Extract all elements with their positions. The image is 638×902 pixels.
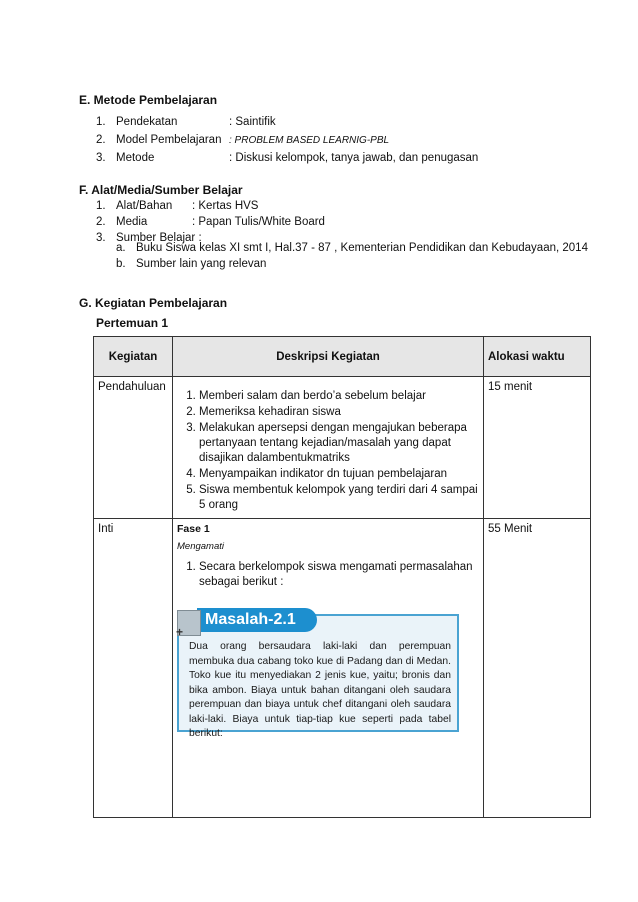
- gear-icon: [177, 610, 201, 636]
- problem-box-text: Dua orang bersaudara laki-laki dan perempuan membuka dua cabang toko kue di Padang dan di Medan. Toko kue itu menyediakan 2 jenis kue, yaitu; bronis dan bika ambon. Biaya untuk bahan ditangani oleh saudara perempuan dan biaya untuk chef ditangani oleh saudara laki-laki. Biaya untuk tiap-tiap kue seperti pada tabel berikut:: [189, 641, 451, 739]
- method-label: Metode: [116, 152, 155, 164]
- problem-box: [177, 608, 459, 739]
- row-deskripsi: [173, 377, 484, 519]
- table-row: [94, 519, 591, 818]
- problem-box-title: Masalah-2.1: [197, 608, 317, 632]
- method-value: : Diskusi kelompok, tanya jawab, dan penugasan: [229, 152, 479, 164]
- meeting-label: Pertemuan 1: [96, 316, 169, 330]
- header-alokasi: Alokasi waktu: [484, 337, 591, 377]
- list-item: 2. Memeriksa kehadiran siswa: [199, 405, 479, 420]
- source-item: a. Buku Siswa kelas XI smt I, Hal.37 - 87 , Kementerian Pendidikan dan Kebudayaan, 2014: [116, 242, 588, 254]
- row-deskripsi: [173, 519, 484, 818]
- method-value: : Saintifik: [229, 116, 276, 128]
- row-kegiatan: Pendahuluan: [94, 377, 173, 519]
- row-kegiatan: Inti: [94, 519, 173, 818]
- section-e-title: E. Metode Pembelajaran: [79, 93, 218, 107]
- row-alokasi: 15 menit: [484, 377, 591, 519]
- source-item: b. Sumber lain yang relevan: [116, 258, 267, 270]
- method-label: Pendekatan: [116, 116, 178, 128]
- method-item: 1. Pendekatan: [96, 116, 178, 128]
- media-value: : Kertas HVS: [192, 200, 259, 212]
- method-value: : PROBLEM BASED LEARNIG-PBL: [229, 135, 390, 146]
- table-row: [94, 377, 591, 519]
- section-f-title: F. Alat/Media/Sumber Belajar: [79, 183, 243, 197]
- row-alokasi: 55 Menit: [484, 519, 591, 818]
- method-item: 3. Metode: [96, 152, 155, 164]
- media-item: 2. Media: [96, 216, 148, 228]
- phase-title: Fase 1: [177, 523, 210, 535]
- list-item: 1. Secara berkelompok siswa mengamati permasalahan sebagai berikut :: [199, 560, 479, 590]
- list-item: 1. Memberi salam dan berdo’a sebelum belajar: [199, 389, 479, 404]
- media-value: : Papan Tulis/White Board: [192, 216, 325, 228]
- media-item: 3. Sumber Belajar :: [96, 232, 202, 244]
- header-kegiatan: Kegiatan: [94, 337, 173, 377]
- phase-subtitle: Mengamati: [177, 541, 224, 552]
- section-g-title: G. Kegiatan Pembelajaran: [79, 296, 228, 310]
- list-item: 5. Siswa membentuk kelompok yang terdiri dari 4 sampai 5 orang: [199, 483, 479, 513]
- method-label: Model Pembelajaran: [116, 134, 222, 146]
- table-header-row: [94, 337, 591, 377]
- media-item: 1. Alat/Bahan: [96, 200, 173, 212]
- list-item: 4. Menyampaikan indikator dn tujuan pembelajaran: [199, 467, 479, 482]
- activity-table: [93, 336, 591, 818]
- method-item: 2. Model Pembelajaran: [96, 134, 222, 146]
- list-item: 3. Melakukan apersepsi dengan mengajukan beberapa pertanyaan tentang kejadian/masalah yang dapat disajikan dalambentukmatriks: [199, 421, 479, 466]
- header-deskripsi: Deskripsi Kegiatan: [173, 337, 484, 377]
